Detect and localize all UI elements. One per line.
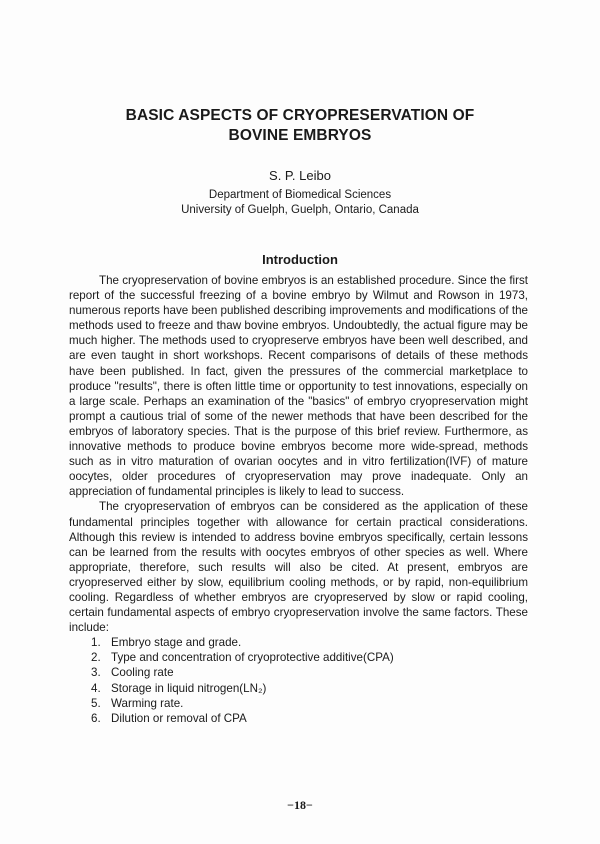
list-number: 1. <box>91 636 101 650</box>
list-number: 3. <box>91 666 101 680</box>
list-text: Embryo stage and grade. <box>111 636 242 650</box>
factor-list <box>69 635 528 726</box>
body-text <box>69 273 528 726</box>
list-text: Type and concentration of cryoprotective additive(CPA) <box>111 651 394 665</box>
affiliation-line: Department of Biomedical Sciences <box>208 189 392 201</box>
list-item <box>69 665 528 680</box>
list-item <box>69 681 528 696</box>
list-text: Storage in liquid nitrogen(LN₂) <box>111 681 267 695</box>
page-number: −18− <box>287 798 313 812</box>
paragraph: The cryopreservation of embryos can be considered as the application of these fundamental principles together with allowance for certain practical considerations. Although this review is intended to address bovine embryos specifically, certain lessons can be learned from the results with oocytes embryos of other species as well. Where appropriate, therefore, such results will also be cited. At present, embryos are cryopreserved either by slow, equilibrium cooling methods, or by rapid, non-equilibrium cooling. Regardless of whether embryos are cryopreserved by slow or rapid cooling, certain fundamental aspects of embryo cryopreservation involve the same factors. These include: <box>69 500 528 635</box>
affiliation-line: University of Guelph, Guelph, Ontario, Canada <box>181 203 419 216</box>
list-item <box>69 696 528 711</box>
list-number: 5. <box>91 696 101 710</box>
list-text: Dilution or removal of CPA <box>111 711 247 725</box>
title-line: BOVINE EMBRYOS <box>228 127 372 144</box>
affiliation <box>0 188 600 217</box>
list-number: 4. <box>91 681 101 695</box>
list-number: 6. <box>91 711 101 725</box>
list-number: 2. <box>91 651 101 665</box>
list-item <box>69 650 528 665</box>
paper-title <box>0 106 600 146</box>
section-heading: Introduction <box>262 252 338 267</box>
list-item <box>69 635 528 650</box>
list-text: Warming rate. <box>111 696 184 710</box>
author-name: S. P. Leibo <box>269 168 331 183</box>
list-item <box>69 711 528 726</box>
title-line: BASIC ASPECTS OF CRYOPRESERVATION OF <box>125 107 475 124</box>
paragraph: The cryopreservation of bovine embryos is an established procedure. Since the first report of the successful freezing of a bovine embryo by Wilmut and Rowson in 1973, numerous reports have been published describing improvements and modifications of the methods used to freeze and thaw bovine embryos. Undoubtedly, the actual figure may be much higher. The methods used to cryopreserve embryos have been well described, and are even taught in short workshops. Recent comparisons of details of these methods have been published. In fact, given the pressures of the commercial marketplace to produce "results", there is often little time or opportunity to test innovations, especially on a large scale. Perhaps an examination of the "basics" of embryo cryopreservation might prompt a cautious trial of some of the newer methods that have been described for the embryos of laboratory species. That is the purpose of this brief review. Furthermore, as innovative methods to produce bovine embryos become more wide-spread, methods such as in vitro maturation of ovarian oocytes and in vitro fertilization(IVF) of mature oocytes, older procedures of cryopreservation may prove inadequate. Only an appreciation of fundamental principles is likely to lead to success. <box>69 274 528 499</box>
list-text: Cooling rate <box>111 666 174 680</box>
